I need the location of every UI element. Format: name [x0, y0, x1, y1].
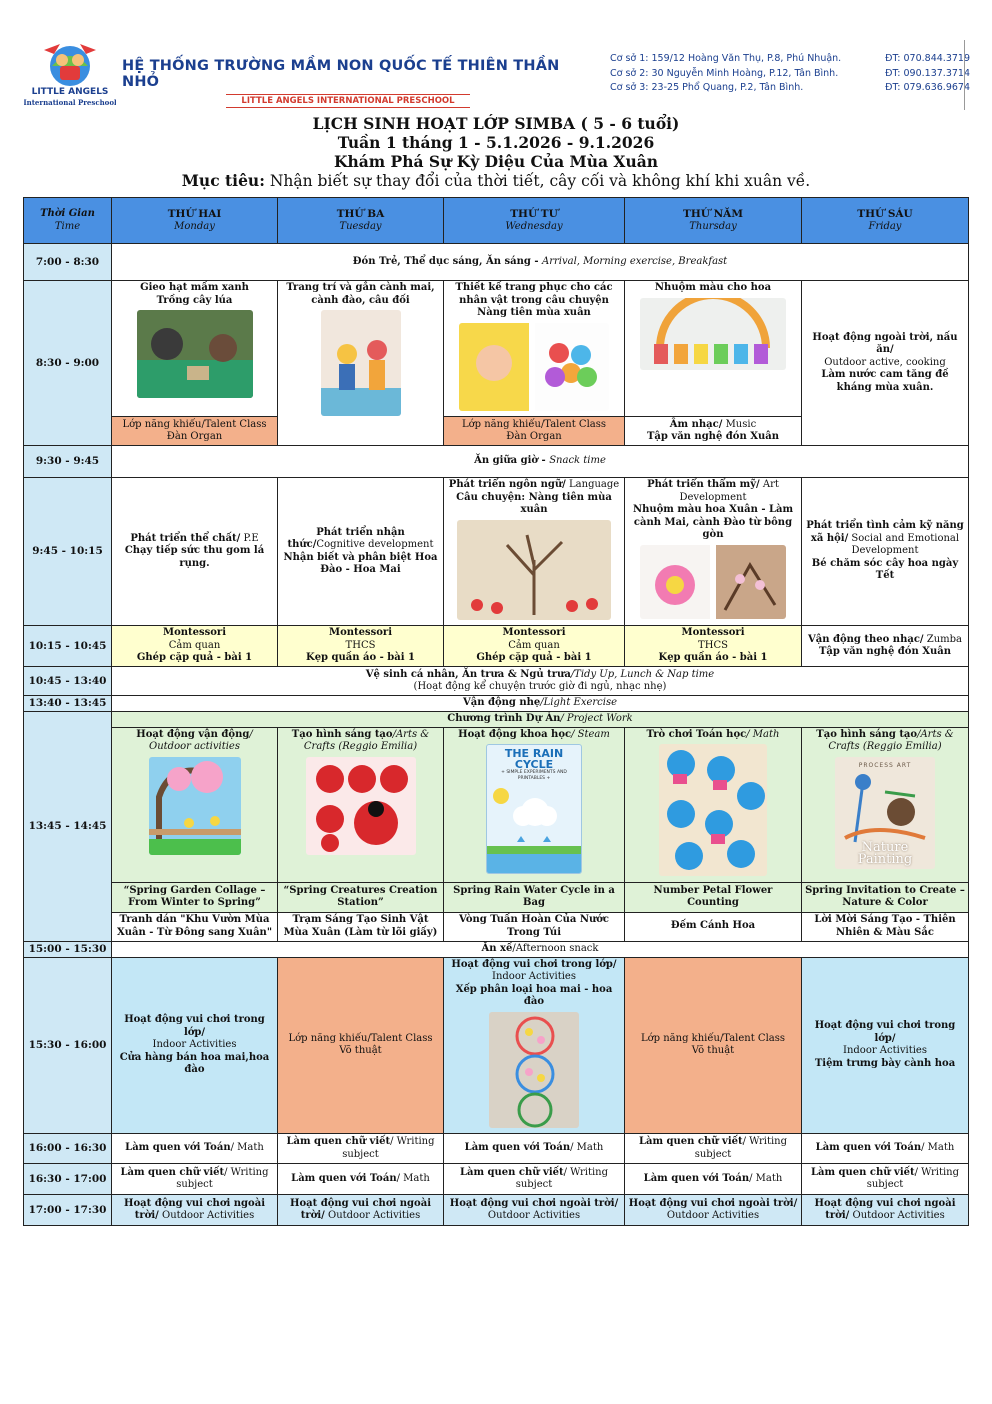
- talent-class-wed: Lớp năng khiếu/Talent Class Đàn Organ: [444, 417, 625, 446]
- spring-tree-story-photo: [457, 520, 611, 620]
- project-vi-mon: Tranh dán "Khu Vườn Mùa Xuân - Từ Đông sang Xuân": [112, 912, 278, 941]
- cotton-flowers-photo: [640, 545, 786, 619]
- number-petal-flowers-image: [659, 744, 767, 876]
- branch-2: [610, 67, 970, 82]
- time-cell: 10:15 - 10:45: [24, 626, 112, 667]
- activity-wed-945: Phát triển ngôn ngữ/ Language Câu chuyện: Nàng tiên mùa xuân: [444, 478, 625, 626]
- table-row: [24, 882, 969, 912]
- montessori-mon: Montessori Cảm quan Ghép cặp quả - bài 1: [112, 626, 278, 667]
- project-fri: Tạo hình sáng tạo/Arts & Crafts (Reggio Emilia) PROCESS ART Nature Painting: [802, 727, 969, 882]
- time-cell: 13:45 - 14:45: [24, 712, 112, 942]
- table-row: [24, 912, 969, 941]
- school-english-name: LITTLE ANGELS INTERNATIONAL PRESCHOOL: [226, 94, 470, 108]
- montessori-thu: Montessori THCS Kẹp quần áo - bài 1: [625, 626, 802, 667]
- schedule-week: Tuần 1 tháng 1 - 5.1.2026 - 9.1.2026: [337, 133, 655, 152]
- project-en-fri: Spring Invitation to Create – Nature & Color: [802, 882, 969, 912]
- project-work-cell: Chương trình Dự Án/ Project Work: [112, 712, 969, 728]
- time-cell: 17:00 - 17:30: [24, 1195, 112, 1226]
- schedule-titles: [0, 114, 992, 191]
- project-en-mon: “Spring Garden Collage – From Winter to Spring”: [112, 882, 278, 912]
- talent-class-tue: Lớp năng khiếu/Talent Class Võ thuật: [278, 957, 444, 1134]
- children-planting-photo: [137, 310, 253, 398]
- decorating-branches-photo: [321, 310, 401, 416]
- activity-tue-945: Phát triển nhận thức/Cognitive development Nhận biết và phân biệt Hoa Đào - Hoa Mai: [278, 478, 444, 626]
- outdoor-fri: Hoạt động vui chơi ngoài trời/ Outdoor Activities: [802, 1195, 969, 1226]
- poster-subtitle: + SIMPLE EXPERIMENTS AND PRINTABLES +: [501, 770, 567, 781]
- project-mon: Hoạt động vận động/ Outdoor activities: [112, 727, 278, 882]
- branch-list: [610, 52, 970, 96]
- goal-text: Nhận biết sự thay đổi của thời tiết, cây cối và không khí khi xuân về.: [264, 172, 811, 190]
- project-vi-tue: Trạm Sáng Tạo Sinh Vật Mùa Xuân (Làm từ lõi giấy): [278, 912, 444, 941]
- lesson-tue-1630: Làm quen với Toán/ Math: [278, 1164, 444, 1195]
- branch-address: Cơ sở 2: 30 Nguyễn Minh Hoàng, P.12, Tân Bình.: [610, 67, 839, 79]
- lesson-wed-1630: Làm quen chữ viết/ Writing subject: [444, 1164, 625, 1195]
- branch-phone: ĐT: 090.137.3714: [885, 67, 970, 79]
- activity-fri-945: Phát triển tình cảm kỹ năng xã hội/ Social and Emotional Development Bé chăm sóc cây hoa ngày Tết: [802, 478, 969, 626]
- branch-phone: ĐT: 079.636.9674: [885, 82, 970, 93]
- time-cell: 10:45 - 13:40: [24, 667, 112, 696]
- table-row: [24, 478, 969, 626]
- time-cell: 16:00 - 16:30: [24, 1134, 112, 1164]
- music-thu: Âm nhạc/ Music Tập văn nghệ đón Xuân: [625, 417, 802, 446]
- goal-label: Mục tiêu:: [181, 171, 265, 190]
- lunch-nap-cell: Vệ sinh cá nhân, Ăn trưa & Ngủ trưa/Tidy Up, Lunch & Nap time (Hoạt động kể chuyện trước giờ đi ngủ, nhạc nhẹ): [112, 667, 969, 696]
- project-en-thu: Number Petal Flower Counting: [625, 882, 802, 912]
- time-cell: 7:00 - 8:30: [24, 244, 112, 281]
- header-tuesday: THỨ BA Tuesday: [278, 198, 444, 244]
- talent-class-mon: Lớp năng khiếu/Talent Class Đàn Organ: [112, 417, 278, 446]
- header-thursday: THỨ NĂM Thursday: [625, 198, 802, 244]
- activity-mon-1530: Hoạt động vui chơi trong lớp/ Indoor Activities Cửa hàng bán hoa mai,hoa đào: [112, 957, 278, 1134]
- schedule-title: LỊCH SINH HOẠT LỚP SIMBA ( 5 - 6 tuổi): [312, 114, 680, 133]
- activity-fri-830: Hoạt động ngoài trời, nấu ăn/ Outdoor active, cooking Làm nước cam tăng đề kháng mùa xuân.: [802, 281, 969, 446]
- project-tue: Tạo hình sáng tạo/Arts & Crafts (Reggio Emilia): [278, 727, 444, 882]
- table-row: [24, 727, 969, 882]
- activity-thu-945: Phát triển thẩm mỹ/ Art Development Nhuộm màu hoa Xuân - Làm cành Mai, cành Đào từ bông gòn: [625, 478, 802, 626]
- lesson-fri-1600: Làm quen với Toán/ Math: [802, 1134, 969, 1164]
- page-header: [24, 36, 968, 110]
- talent-class-thu: Lớp năng khiếu/Talent Class Võ thuật: [625, 957, 802, 1134]
- branch-address: Cơ sở 1: 159/12 Hoàng Văn Thụ, P.8, Phú Nhuận.: [610, 53, 842, 64]
- activity-wed-1530: Hoạt động vui chơi trong lớp/ Indoor Activities Xếp phân loại hoa mai - hoa đào: [444, 957, 625, 1134]
- project-thu: Trò chơi Toán học/ Math: [625, 727, 802, 882]
- activity-thu-830: Nhuộm màu cho hoa: [625, 281, 802, 417]
- nature-painting-image: [835, 757, 935, 869]
- table-row: [24, 957, 969, 1134]
- montessori-wed: Montessori Cảm quan Ghép cặp quả - bài 1: [444, 626, 625, 667]
- project-en-wed: Spring Rain Water Cycle in a Bag: [444, 882, 625, 912]
- time-cell: 13:40 - 13:45: [24, 696, 112, 712]
- arrival-cell: Đón Trẻ, Thể dục sáng, Ăn sáng - Arrival, Morning exercise, Breakfast: [112, 244, 969, 281]
- time-cell: 9:45 - 10:15: [24, 478, 112, 626]
- table-row: [24, 696, 969, 712]
- schedule-table: [23, 197, 969, 1226]
- outdoor-thu: Hoạt động vui chơi ngoài trời/ Outdoor Activities: [625, 1195, 802, 1226]
- branch-address: Cơ sở 3: 23-25 Phổ Quang, P.2, Tân Bình.: [610, 82, 804, 93]
- process-art-label: PROCESS ART: [858, 761, 912, 769]
- afternoon-snack-cell: Ăn xế/Afternoon snack: [112, 941, 969, 957]
- lesson-mon-1630: Làm quen chữ viết/ Writing subject: [112, 1164, 278, 1195]
- lesson-thu-1600: Làm quen chữ viết/ Writing subject: [625, 1134, 802, 1164]
- table-row: [24, 667, 969, 696]
- table-row: [24, 446, 969, 478]
- time-cell: 15:00 - 15:30: [24, 941, 112, 957]
- activity-tue-830: Trang trí và gắn cành mai, cành đào, câu đối: [278, 281, 444, 446]
- time-cell: 8:30 - 9:00: [24, 281, 112, 446]
- rain-cycle-poster: [486, 744, 582, 874]
- zumba-fri: Vận động theo nhạc/ Zumba Tập văn nghệ đón Xuân: [802, 626, 969, 667]
- table-row: [24, 281, 969, 417]
- header-friday: THỨ SÁU Friday: [802, 198, 969, 244]
- schedule-theme: Khám Phá Sự Kỳ Diệu Của Mùa Xuân: [333, 152, 659, 171]
- project-en-tue: “Spring Creatures Creation Station”: [278, 882, 444, 912]
- project-vi-fri: Lời Mời Sáng Tạo - Thiên Nhiên & Màu Sắc: [802, 912, 969, 941]
- poster-title: THE RAIN CYCLE: [504, 747, 564, 771]
- time-cell: 15:30 - 16:00: [24, 957, 112, 1134]
- lesson-fri-1630: Làm quen chữ viết/ Writing subject: [802, 1164, 969, 1195]
- table-row: [24, 1195, 969, 1226]
- snack-cell: Ăn giữa giờ - Snack time: [112, 446, 969, 478]
- svg-text:LITTLE ANGELS: LITTLE ANGELS: [31, 87, 109, 97]
- table-row: [24, 626, 969, 667]
- light-exercise-cell: Vận động nhẹ/Light Exercise: [112, 696, 969, 712]
- branch-1: [610, 52, 970, 67]
- table-row: [24, 1134, 969, 1164]
- header-monday: THỨ HAI Monday: [112, 198, 278, 244]
- rain-cycle-illustration: [487, 782, 582, 874]
- ladybug-craft-image: [306, 757, 416, 855]
- schedule-goal: [0, 171, 992, 191]
- activity-mon-830: Gieo hạt mầm xanh Trồng cây lúa: [112, 281, 278, 417]
- time-cell: 9:30 - 9:45: [24, 446, 112, 478]
- project-vi-thu: Đếm Cánh Hoa: [625, 912, 802, 941]
- montessori-tue: Montessori THCS Kẹp quần áo - bài 1: [278, 626, 444, 667]
- lesson-tue-1600: Làm quen chữ viết/ Writing subject: [278, 1134, 444, 1164]
- project-wed: Hoạt động khoa học/ Steam THE RAIN CYCLE + SIMPLE EXPERIMENTS AND PRINTABLES +: [444, 727, 625, 882]
- outdoor-mon: Hoạt động vui chơi ngoài trời/ Outdoor Activities: [112, 1195, 278, 1226]
- table-row: [24, 244, 969, 281]
- lesson-thu-1630: Làm quen với Toán/ Math: [625, 1164, 802, 1195]
- school-name: HỆ THỐNG TRƯỜNG MẦM NON QUỐC TẾ THIÊN THẦN NHỎ: [122, 58, 560, 90]
- table-header-row: [24, 198, 969, 244]
- activity-fri-1530: Hoạt động vui chơi trong lớp/ Indoor Activities Tiệm trưng bày cành hoa: [802, 957, 969, 1134]
- flower-costume-photos: [459, 323, 609, 411]
- time-cell: 16:30 - 17:00: [24, 1164, 112, 1195]
- table-row: [24, 712, 969, 728]
- svg-text:International Preschool: International Preschool: [24, 98, 116, 107]
- sorting-flowers-photo: [489, 1012, 579, 1128]
- project-vi-wed: Vòng Tuần Hoàn Của Nước Trong Túi: [444, 912, 625, 941]
- lesson-mon-1600: Làm quen với Toán/ Math: [112, 1134, 278, 1164]
- branch-phone: ĐT: 070.844.3719: [885, 53, 970, 64]
- dyed-flowers-photo: [640, 298, 786, 370]
- nature-painting-label: Nature Painting: [857, 839, 913, 867]
- activity-wed-830: Thiết kế trang phục cho các nhân vật trong câu chuyện Nàng tiên mùa xuân: [444, 281, 625, 417]
- outdoor-wed: Hoạt động vui chơi ngoài trời/ Outdoor Activities: [444, 1195, 625, 1226]
- header-wednesday: THỨ TƯ Wednesday: [444, 198, 625, 244]
- lesson-wed-1600: Làm quen với Toán/ Math: [444, 1134, 625, 1164]
- branch-3: [610, 81, 970, 96]
- table-row: [24, 1164, 969, 1195]
- header-time: Thời Gian Time: [24, 198, 112, 244]
- school-logo: [24, 36, 116, 110]
- header-divider: [964, 40, 965, 110]
- spring-garden-collage-image: [149, 757, 241, 855]
- table-row: [24, 941, 969, 957]
- outdoor-tue: Hoạt động vui chơi ngoài trời/ Outdoor Activities: [278, 1195, 444, 1226]
- activity-mon-945: Phát triển thể chất/ P.E Chạy tiếp sức thu gom lá rụng.: [112, 478, 278, 626]
